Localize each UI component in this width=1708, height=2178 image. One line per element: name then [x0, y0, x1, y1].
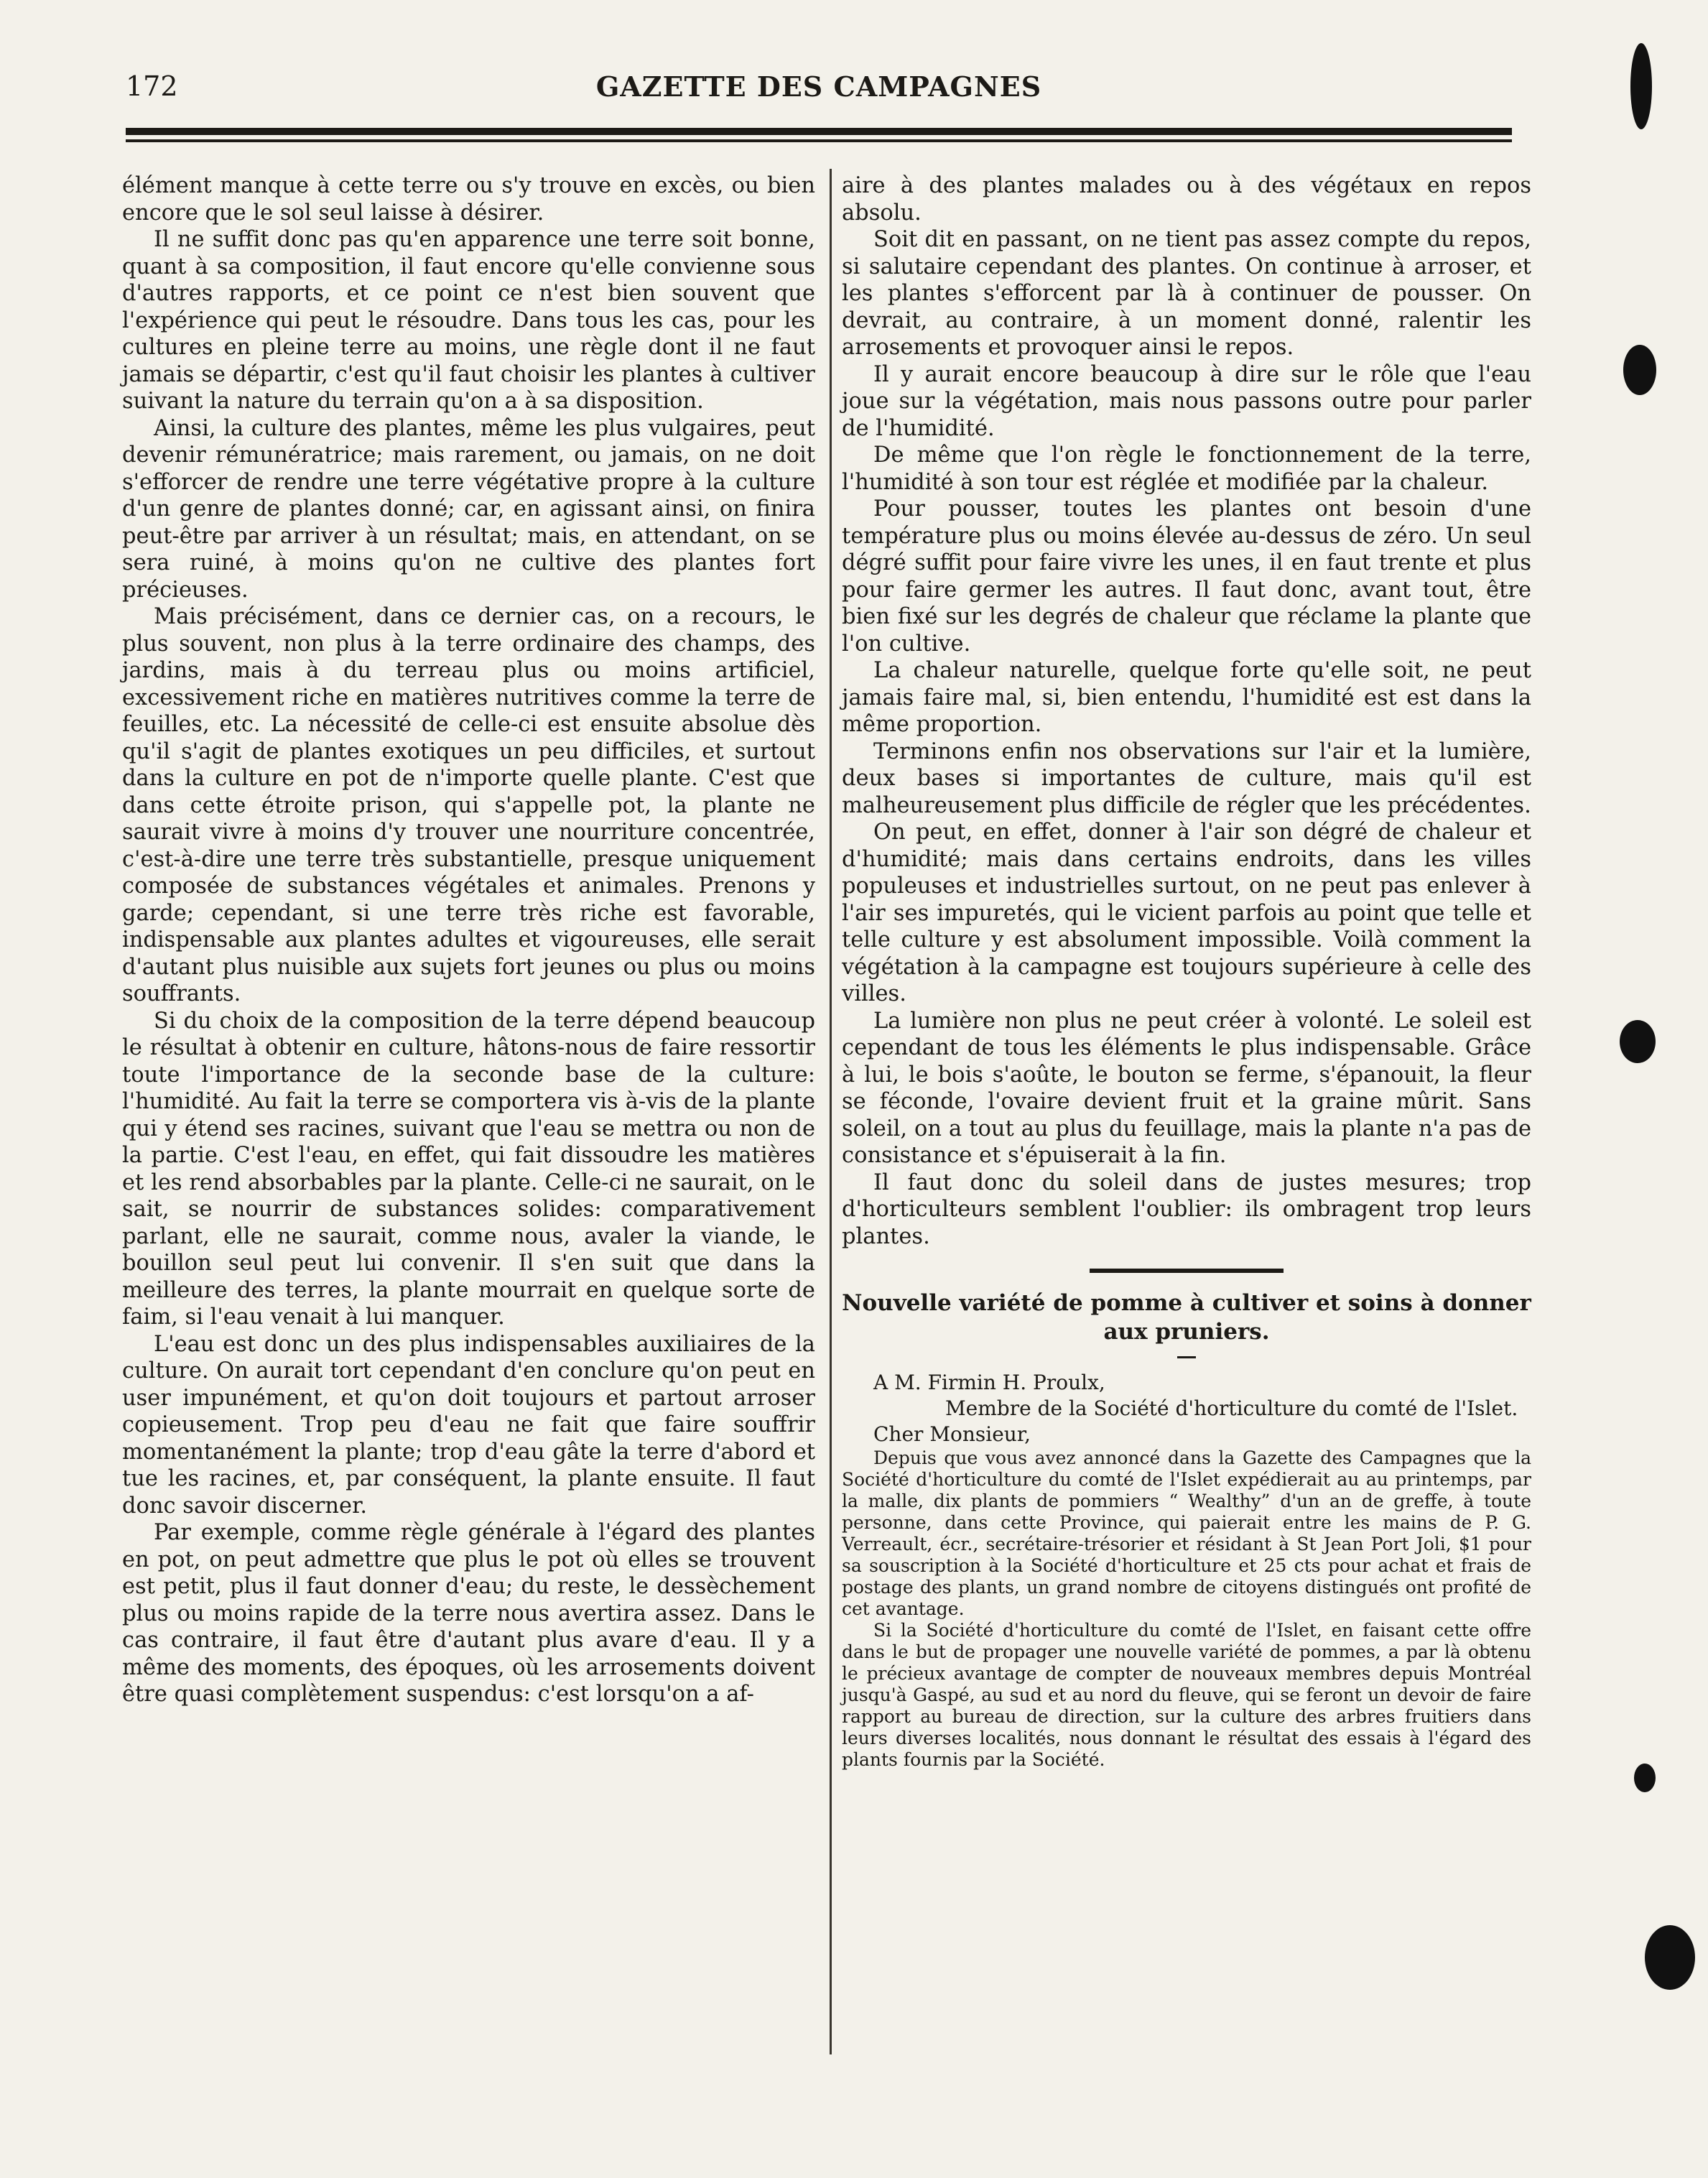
letter-salutation: Cher Monsieur, [873, 1422, 1031, 1446]
paragraph: Il ne suffit donc pas qu'en apparence une terre soit bonne, quant à sa composition, il faut encore qu'elle convienne sous d'autres rapports, et ce point ce n'est bien souvent que l'expérience qui peut le résoudre. Dans tous les cas, pour les cultures en pleine terre au moins, une règle dont il ne faut jamais se départir, c'est qu'il faut choisir les plantes à cultiver suivant la nature du terrain qu'on a à sa disposition. [122, 227, 815, 414]
paragraph: aire à des plantes malades ou à des végétaux en repos absolu. [842, 173, 1531, 226]
article-title: Nouvelle variété de pomme à cultiver et soins à donner aux pruniers. [842, 1290, 1531, 1345]
letter-recipient-role: Membre de la Société d'horticulture du comté de l'Islet. [945, 1396, 1518, 1420]
paragraph: élément manque à cette terre ou s'y trouve en excès, ou bien encore que le sol seul laisse à désirer. [122, 173, 815, 226]
letter-paragraph: Depuis que vous avez annoncé dans la Gazette des Campagnes que la Société d'horticulture du comté de l'Islet expédierait au au printemps, par la malle, dix plants de pommiers “ Wealthy” d'un an de greffe, à toute personne, dans cette Province, qui paierait entre les mains de P. G. Verreault, écr., secrétaire-trésorier et résidant à St Jean Port Joli, $1 pour sa souscription à la Société d'horticulture et 25 cts pour achat et frais de postage des plants, un grand nombre de citoyens distingués ont profité de cet avantage. [842, 1447, 1531, 1619]
right-column [842, 172, 1531, 1771]
paragraph: L'eau est donc un des plus indispensables auxiliaires de la culture. On aurait tort cependant d'en conclure qu'on peut en user impunément, et qu'on doit toujours et partout arroser copieusement. Trop peu d'eau ne fait que faire souffrir momentanément la plante; trop d'eau gâte la terre d'abord et tue les racines, et, par conséquent, la plante ensuite. Il faut donc savoir discerner. [122, 1331, 815, 1519]
paragraph: Mais précisément, dans ce dernier cas, on a recours, le plus souvent, non plus à la terre ordinaire des champs, des jardins, mais à du terreau plus ou moins artificiel, excessivement riche en matières nutritives comme la terre de feuilles, etc. La nécessité de celle-ci est ensuite absolue dès qu'il s'agit de plantes exotiques un peu difficiles, et surtout dans la culture en pot de n'importe quelle plante. C'est que dans cette étroite prison, qui s'appelle pot, la plante ne saurait vivre à moins d'y trouver une nourriture concentrée, c'est-à-dire une terre très substantielle, presque uniquement composée de substances végétales et animales. Prenons y garde; cependant, si une terre très riche est favorable, indispensable aux plantes adultes et vigoureuses, elle serait d'autant plus nuisible aux sujets fort jeunes ou plus ou moins souffrants. [122, 604, 815, 1006]
title-underline [1177, 1356, 1196, 1358]
ink-blot [1645, 1925, 1695, 1990]
ink-blot [1634, 1764, 1656, 1792]
paragraph: Pour pousser, toutes les plantes ont besoin d'une température plus ou moins élevée au-dessus de zéro. Un seul dégré suffit pour faire vivre les unes, il en faut trente et plus pour faire germer les autres. Il faut donc, avant tout, être bien fixé sur les degrés de chaleur que réclame la plante que l'on cultive. [842, 496, 1531, 657]
paragraph: Si du choix de la composition de la terre dépend beaucoup le résultat à obtenir en culture, hâtons-nous de faire ressortir toute l'importance de la seconde base de la culture: l'humidité. Au fait la terre se comportera vis à-vis de la plante qui y étend ses racines, suivant que l'eau se mettra ou non de la partie. C'est l'eau, en effet, qui fait dissoudre les matières et les rend absorbables par la plante. Celle-ci ne saurait, on le sait, se nourrir de substances solides: comparativement parlant, elle ne saurait, comme nous, avaler la viande, le bouillon seul peut lui convenir. Il s'en suit que dans la meilleure des terres, la plante mourrait en quelque sorte de faim, si l'eau venait à lui manquer. [122, 1008, 815, 1330]
header-rule-thick [126, 128, 1512, 135]
paragraph: Par exemple, comme règle générale à l'égard des plantes en pot, on peut admettre que plus le pot où elles se trouvent est petit, plus il faut donner d'eau; du reste, le dessèchement plus ou moins rapide de la terre nous avertira assez. Dans le cas contraire, il faut être d'autant plus avare d'eau. Il y a même des moments, des époques, où les arrosements doivent être quasi complètement suspendus: c'est lorsqu'on a af- [122, 1520, 815, 1707]
header-rule-thin [126, 139, 1512, 142]
paragraph: La lumière non plus ne peut créer à volonté. Le soleil est cependant de tous les éléments le plus indispensable. Grâce à lui, le bois s'aoûte, le bouton se ferme, s'épanouit, la fleur se féconde, l'ovaire devient fruit et la graine mûrit. Sans soleil, on a tout au plus du feuillage, mais la plante n'a pas de consistance et s'épuiserait à la fin. [842, 1008, 1531, 1168]
paragraph: Ainsi, la culture des plantes, même les plus vulgaires, peut devenir rémunératrice; mais rarement, ou jamais, on ne doit s'efforcer de rendre une terre végétative propre à la culture d'un genre de plantes donné; car, en agissant ainsi, on finira peut-être par arriver à un résultat; mais, en attendant, on se sera ruiné, à moins qu'on ne cultive des plantes fort précieuses. [122, 415, 815, 603]
paragraph: De même que l'on règle le fonctionnement de la terre, l'humidité à son tour est réglée et modifiée par la chaleur. [842, 442, 1531, 495]
article-separator [1090, 1269, 1284, 1273]
ink-blot [1623, 345, 1656, 395]
paragraph: Il y aurait encore beaucoup à dire sur le rôle que l'eau joue sur la végétation, mais nous passons outre pour parler de l'humidité. [842, 361, 1531, 441]
page-number: 172 [126, 70, 178, 102]
left-column [122, 172, 815, 1708]
paragraph: On peut, en effet, donner à l'air son dégré de chaleur et d'humidité; mais dans certains endroits, dans les villes populeuses et industrielles surtout, on ne peut pas enlever à l'air ses impuretés, qui le vicient parfois au point que telle et telle culture y est absolument impossible. Voilà comment la végétation à la campagne est toujours supérieure à celle des villes. [842, 820, 1531, 1006]
letter-body [842, 1447, 1531, 1771]
column-divider [830, 169, 832, 2054]
paragraph: La chaleur naturelle, quelque forte qu'elle soit, ne peut jamais faire mal, si, bien entendu, l'humidité est est dans la même proportion. [842, 658, 1531, 737]
letter-recipient: A M. Firmin H. Proulx, [873, 1371, 1105, 1394]
running-title: GAZETTE DES CAMPAGNES [595, 70, 1042, 103]
paragraph: Terminons enfin nos observations sur l'air et la lumière, deux bases si importantes de culture, mais qu'il est malheureusement plus difficile de régler que les précédentes. [842, 738, 1531, 818]
page-header [126, 70, 1512, 113]
ink-blot [1620, 1020, 1656, 1063]
paragraph: Il faut donc du soleil dans de justes mesures; trop d'horticulteurs semblent l'oublier: ils ombragent trop leurs plantes. [842, 1169, 1531, 1249]
paragraph: Soit dit en passant, on ne tient pas assez compte du repos, si salutaire cependant des plantes. On continue à arroser, et les plantes s'efforcent par là à continuer de pousser. On devrait, au contraire, à un moment donné, ralentir les arrosements et provoquer ainsi le repos. [842, 227, 1531, 360]
letter-paragraph: Si la Société d'horticulture du comté de l'Islet, en faisant cette offre dans le but de propager une nouvelle variété de pommes, a par là obtenu le précieux avantage de compter de nouveaux membres depuis Montréal jusqu'à Gaspé, au sud et au nord du fleuve, qui se feront un devoir de faire rapport au bureau de direction, sur la culture des arbres fruitiers dans leurs diverses localités, nous donnant le résultat des essais à l'égard des plants fournis par la Société. [842, 1620, 1531, 1770]
ink-blot [1630, 43, 1652, 129]
